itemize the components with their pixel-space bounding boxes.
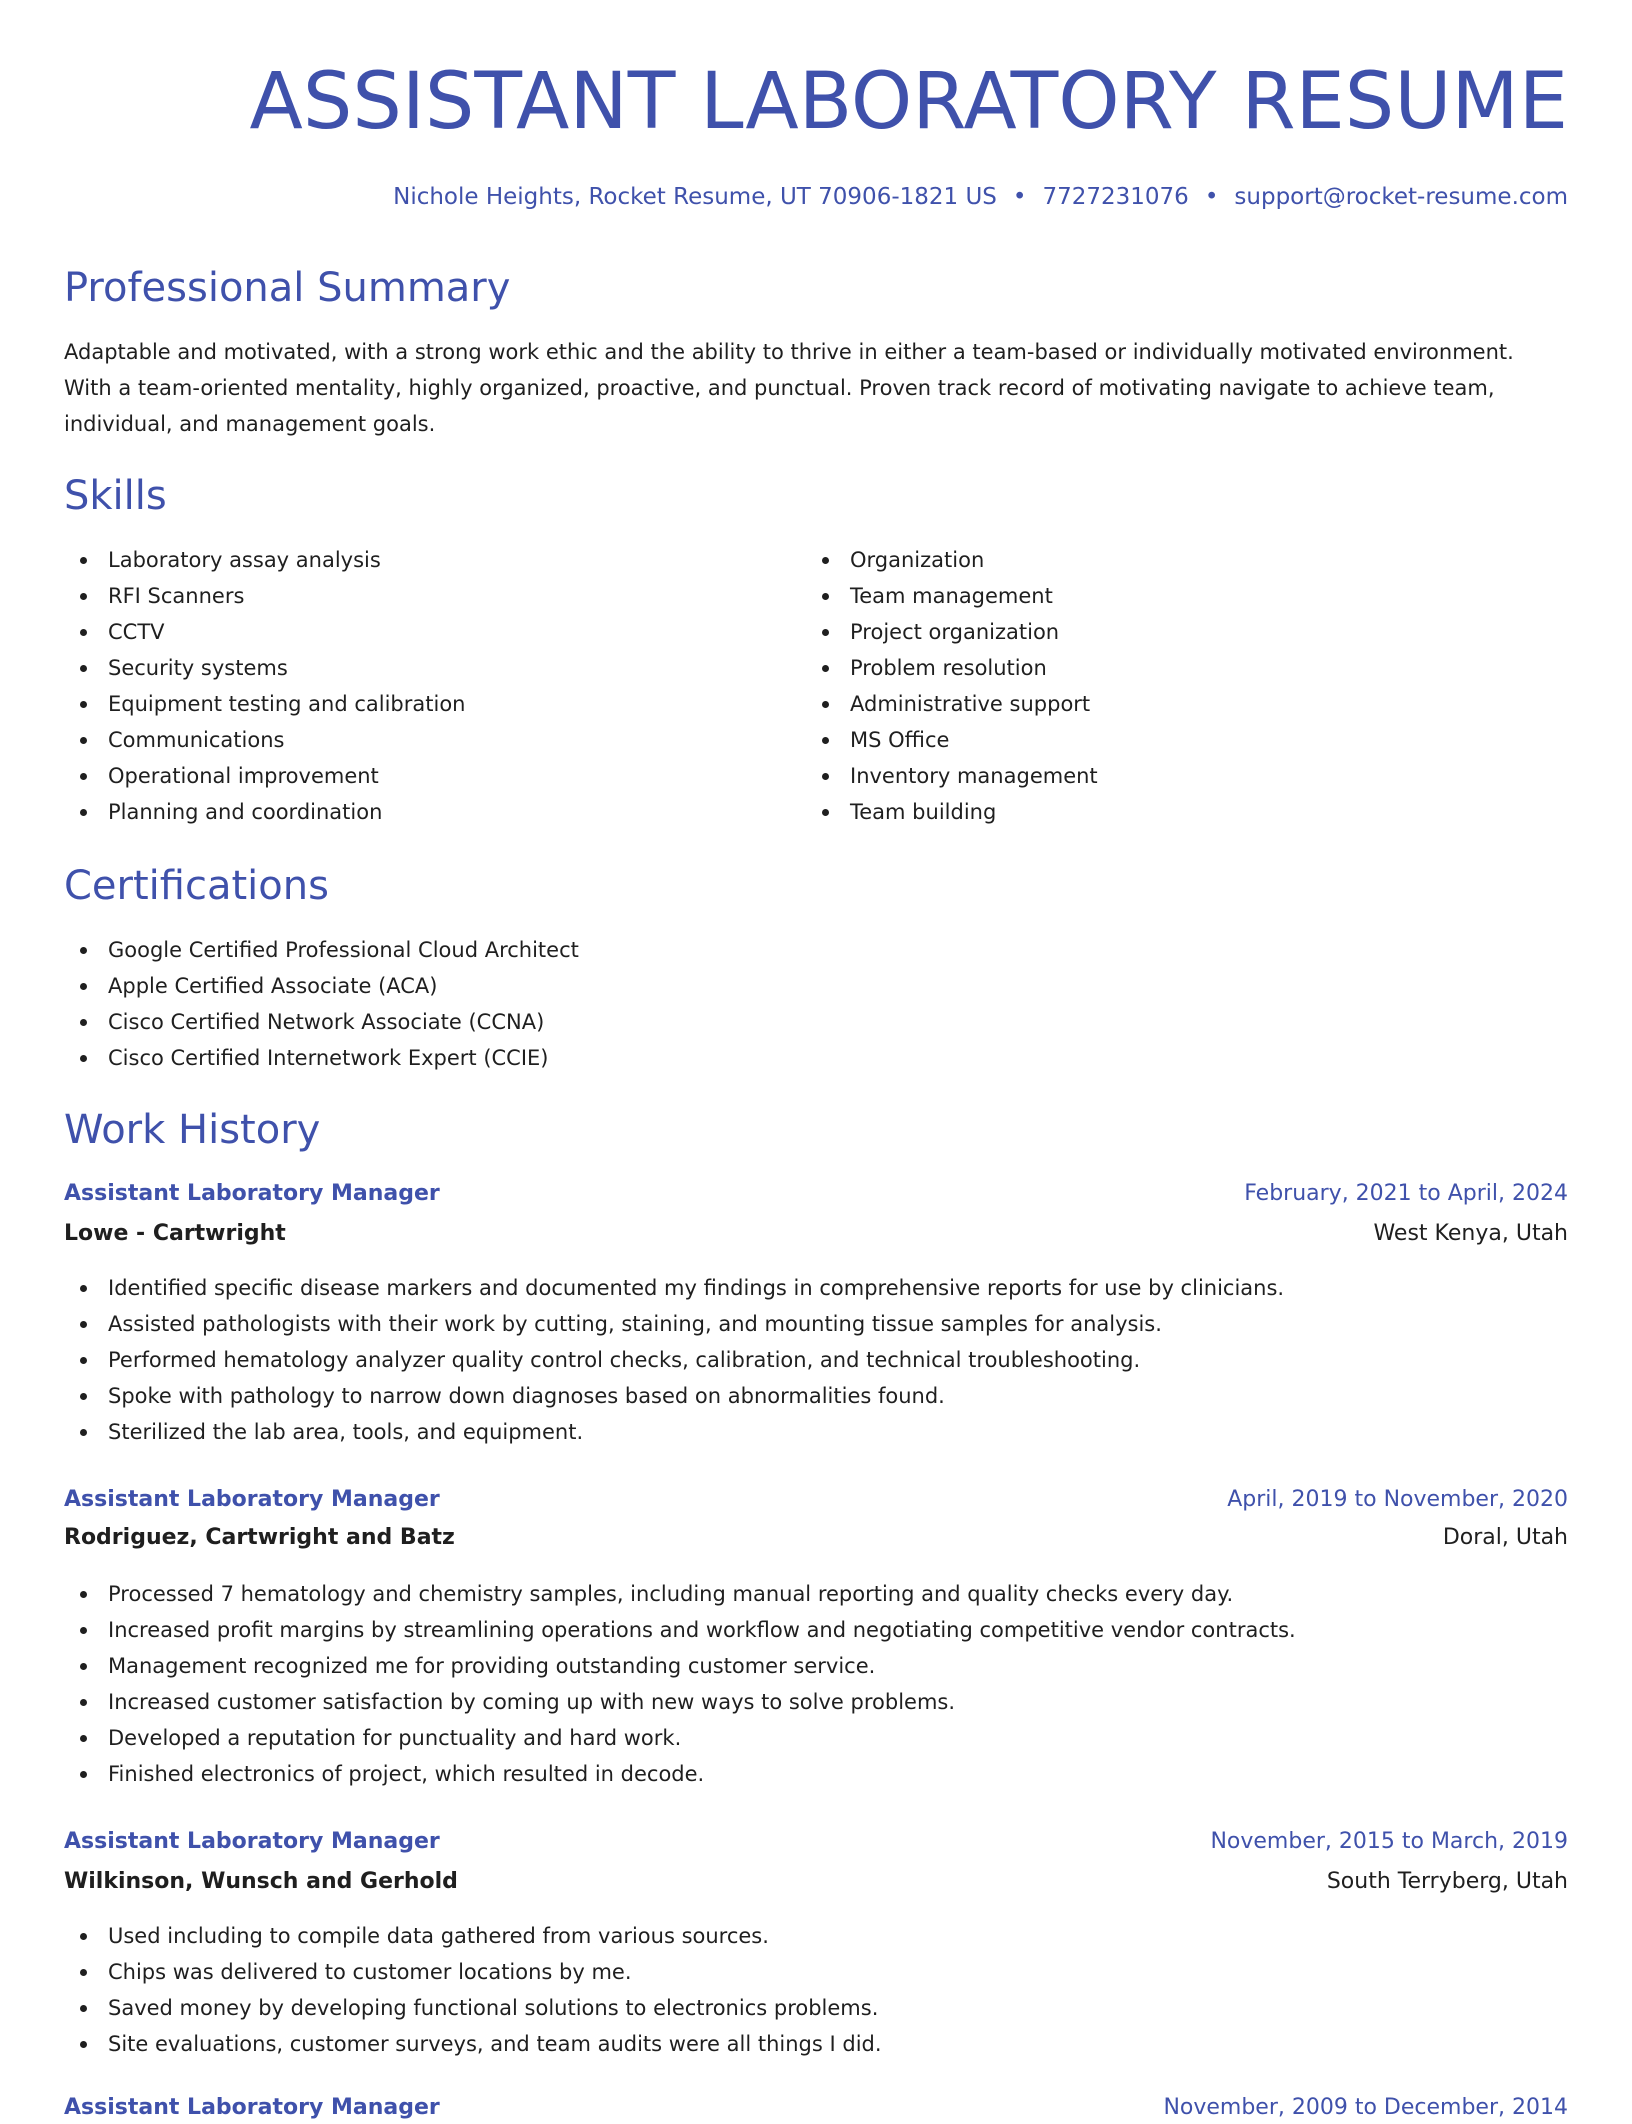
job-title: Assistant Laboratory Manager — [64, 1181, 440, 1206]
job-bullet: Increased customer satisfaction by coming up with new ways to solve problems. — [64, 1684, 1296, 1720]
job-bullet: Finished electronics of project, which resulted in decode. — [64, 1756, 1296, 1792]
job-bullet: Chips was delivered to customer locations by me. — [64, 1954, 882, 1990]
job-bullet: Used including to compile data gathered from various sources. — [64, 1918, 882, 1954]
skills-list-right — [806, 542, 1098, 830]
job-bullet: Developed a reputation for punctuality and hard work. — [64, 1720, 1296, 1756]
certification-item: Cisco Certified Internetwork Expert (CCIE) — [64, 1040, 579, 1076]
contact-separator: • — [1204, 184, 1219, 210]
job-bullets — [64, 1576, 1296, 1792]
resume-title: ASSISTANT LABORATORY RESUME — [249, 57, 1568, 147]
job-title: Assistant Laboratory Manager — [64, 1487, 440, 1512]
summary-heading: Professional Summary — [64, 265, 511, 311]
skill-item: CCTV — [64, 614, 465, 650]
job-bullets — [64, 1270, 1284, 1450]
job-location: South Terryberg, Utah — [1326, 1869, 1568, 1894]
job-company: Rodriguez, Cartwright and Batz — [64, 1525, 455, 1550]
job-dates: April, 2019 to November, 2020 — [1227, 1487, 1568, 1512]
skill-item: Problem resolution — [806, 650, 1098, 686]
job-dates: November, 2009 to December, 2014 — [1163, 2095, 1568, 2120]
certification-item: Cisco Certified Network Associate (CCNA) — [64, 1004, 579, 1040]
contact-line — [393, 180, 1568, 214]
contact-address: Nichole Heights, Rocket Resume, UT 70906-1821 US — [393, 184, 997, 210]
skill-item: Organization — [806, 542, 1098, 578]
job-bullets — [64, 1918, 882, 2062]
resume-page — [64, 0, 1568, 2120]
job-company: Lowe - Cartwright — [64, 1221, 286, 1246]
skills-heading: Skills — [64, 473, 167, 519]
job-bullet: Site evaluations, customer surveys, and team audits were all things I did. — [64, 2026, 882, 2062]
job-title: Assistant Laboratory Manager — [64, 1829, 440, 1854]
skill-item: Administrative support — [806, 686, 1098, 722]
job-bullet: Increased profit margins by streamlining operations and workflow and negotiating competitive vendor contracts. — [64, 1612, 1296, 1648]
skill-item: Team building — [806, 794, 1098, 830]
job-bullet: Management recognized me for providing outstanding customer service. — [64, 1648, 1296, 1684]
skill-item: Team management — [806, 578, 1098, 614]
skill-item: Equipment testing and calibration — [64, 686, 465, 722]
job-bullet: Sterilized the lab area, tools, and equipment. — [64, 1414, 1284, 1450]
job-dates: November, 2015 to March, 2019 — [1210, 1829, 1568, 1854]
contact-phone: 7727231076 — [1042, 184, 1189, 210]
job-title: Assistant Laboratory Manager — [64, 2095, 440, 2120]
certification-item: Apple Certified Associate (ACA) — [64, 968, 579, 1004]
skill-item: Communications — [64, 722, 465, 758]
skill-item: Operational improvement — [64, 758, 465, 794]
job-company: Wilkinson, Wunsch and Gerhold — [64, 1869, 458, 1894]
job-bullet: Processed 7 hematology and chemistry samples, including manual reporting and quality checks every day. — [64, 1576, 1296, 1612]
skill-item: RFI Scanners — [64, 578, 465, 614]
job-location: West Kenya, Utah — [1373, 1221, 1568, 1246]
certifications-heading: Certifications — [64, 863, 329, 909]
skill-item: Project organization — [806, 614, 1098, 650]
skill-item: MS Office — [806, 722, 1098, 758]
job-bullet: Spoke with pathology to narrow down diagnoses based on abnormalities found. — [64, 1378, 1284, 1414]
contact-separator: • — [1012, 184, 1027, 210]
certification-item: Google Certified Professional Cloud Architect — [64, 932, 579, 968]
job-bullet: Identified specific disease markers and documented my findings in comprehensive reports for use by clinicians. — [64, 1270, 1284, 1306]
certifications-list — [64, 932, 579, 1076]
skill-item: Laboratory assay analysis — [64, 542, 465, 578]
job-dates: February, 2021 to April, 2024 — [1244, 1181, 1568, 1206]
skill-item: Inventory management — [806, 758, 1098, 794]
skill-item: Security systems — [64, 650, 465, 686]
skill-item: Planning and coordination — [64, 794, 465, 830]
skills-list-left — [64, 542, 465, 830]
job-location: Doral, Utah — [1442, 1525, 1568, 1550]
job-bullet: Assisted pathologists with their work by cutting, staining, and mounting tissue samples for analysis. — [64, 1306, 1284, 1342]
job-bullet: Saved money by developing functional solutions to electronics problems. — [64, 1990, 882, 2026]
work-history-heading: Work History — [64, 1107, 321, 1153]
job-bullet: Performed hematology analyzer quality control checks, calibration, and technical troubleshooting. — [64, 1342, 1284, 1378]
summary-text: Adaptable and motivated, with a strong work ethic and the ability to thrive in either a team-based or individually motivated environment. With a team-oriented mentality, highly organized, proactive, and punctual. Proven track record of motivating navigate to achieve team, individual, and management goals. — [64, 340, 1514, 436]
contact-email[interactable]: support@rocket-resume.com — [1234, 184, 1568, 210]
